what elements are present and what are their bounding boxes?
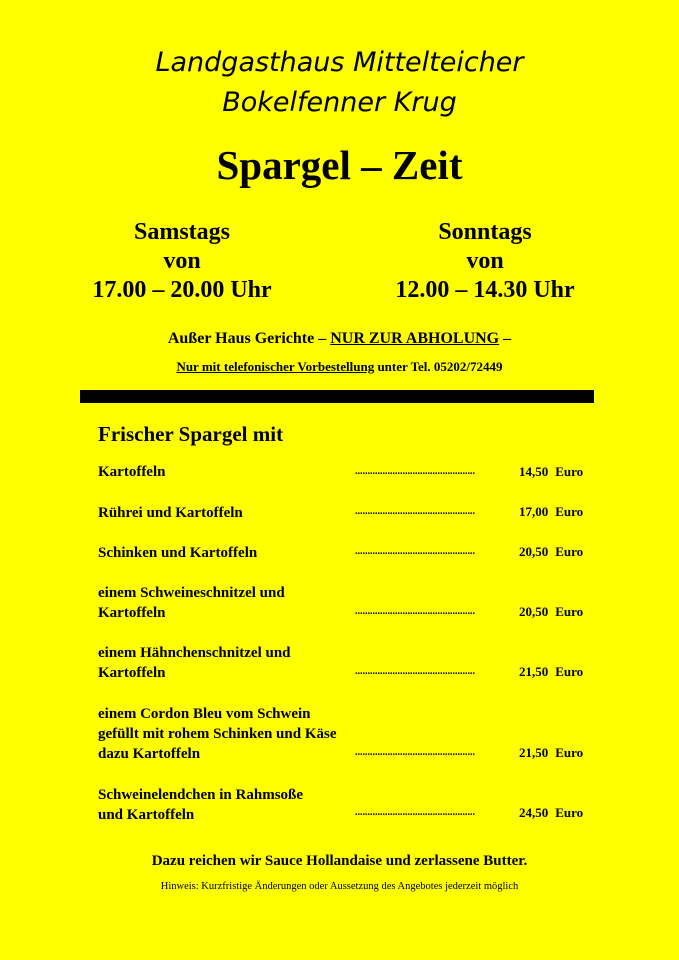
price-value: 20,50 [519,544,549,559]
sunday-time: 12.00 – 14.30 Uhr [395,277,575,303]
menu-item-name [98,462,368,482]
sunday-day: Sonntags [438,219,532,245]
price-leader: ................................................ [355,747,475,758]
menu-item-name [98,583,368,623]
sunday-from: von [466,248,504,274]
saturday-day: Samstags [133,219,230,245]
price-value: 24,50 [519,805,549,820]
phone-preorder: Nur mit telefonischer Vorbestellung [176,359,375,374]
saturday-time: 17.00 – 20.00 Uhr [92,277,272,303]
menu-item-line: Schweinelendchen in Rahmsoße [98,787,304,803]
menu-item-price [519,662,583,682]
menu-item-line: Schinken und Kartoffeln [98,545,258,561]
price-currency: Euro [555,504,584,519]
restaurant-name-line1: Landgasthaus Mittelteicher [155,47,524,78]
menu-item-line: Kartoffeln [98,665,166,681]
saturday-from: von [163,248,201,274]
menu-item-price [519,803,583,823]
menu-title: Frischer Spargel mit [98,422,284,446]
menu-item-price [519,743,583,763]
menu-item-name [98,503,368,523]
schedule-sunday [355,218,615,305]
menu-item-price [519,602,583,622]
price-leader: ................................................ [355,466,475,477]
takeaway-notice [0,329,679,349]
menu-item-price [519,502,583,522]
price-leader: ................................................ [355,506,475,517]
price-leader: ................................................ [355,546,475,557]
schedule-saturday [52,218,312,305]
menu-item-price [519,462,583,482]
price-leader: ................................................ [355,666,475,677]
price-value: 17,00 [519,504,549,519]
price-leader: ................................................ [355,807,475,818]
sauce-note: Dazu reichen wir Sauce Hollandaise und zerlassene Butter. [151,853,528,869]
menu-item-line: Kartoffeln [98,464,166,480]
menu-item-line: und Kartoffeln [98,807,195,823]
menu-item-line: gefüllt mit rohem Schinken und Käse [98,726,337,742]
menu-item-line: Kartoffeln [98,605,166,621]
divider-bar [80,390,594,403]
menu-item-name [98,643,368,683]
price-currency: Euro [555,805,584,820]
price-currency: Euro [555,544,584,559]
takeaway-suffix: – [499,330,512,347]
price-value: 20,50 [519,604,549,619]
menu-item-line: einem Hähnchenschnitzel und [98,645,291,661]
menu-item-line: einem Schweineschnitzel und [98,585,285,601]
phone-notice [0,358,679,376]
menu-item-line: Rührei und Kartoffeln [98,505,243,521]
price-currency: Euro [555,664,584,679]
phone-number: unter Tel. 05202/72449 [374,359,503,374]
price-value: 21,50 [519,745,549,760]
menu-item-name [98,543,368,563]
change-hint: Hinweis: Kurzfristige Änderungen oder Aussetzung des Angebotes jederzeit möglich [160,881,519,892]
menu-item-line: einem Cordon Bleu vom Schwein [98,706,311,722]
price-value: 14,50 [519,464,549,479]
menu-item-name [98,704,368,764]
menu-item-price [519,542,583,562]
price-leader: ................................................ [355,606,475,617]
menu-item-line: dazu Kartoffeln [98,746,201,762]
menu-item-name [98,785,368,825]
restaurant-name-line2: Bokelfenner Krug [222,87,457,118]
price-currency: Euro [555,464,584,479]
price-value: 21,50 [519,664,549,679]
price-currency: Euro [555,604,584,619]
takeaway-highlight: NUR ZUR ABHOLUNG [330,330,500,347]
price-currency: Euro [555,745,584,760]
headline: Spargel – Zeit [216,142,463,188]
takeaway-prefix: Außer Haus Gerichte – [167,330,331,347]
